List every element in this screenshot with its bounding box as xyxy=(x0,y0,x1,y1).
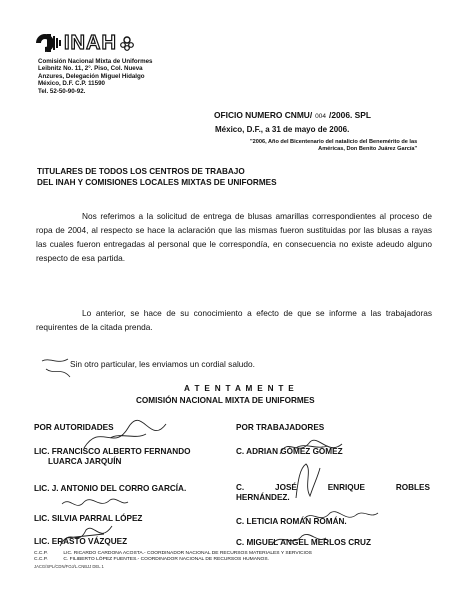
handwritten-signature xyxy=(80,418,170,454)
body-paragraph-2: Lo anterior, se hace de su conocimiento a efecto de que se informe a las trabajadoras requirentes de la citada prenda. xyxy=(36,308,432,332)
address-line: Comisión Nacional Mixta de Uniformes xyxy=(38,58,153,65)
signatory-name-part: ROBLES xyxy=(395,483,430,492)
recipient-line: TITULARES DE TODOS LOS CENTROS DE TRABAJO xyxy=(37,167,245,176)
address-line: Leibnitz No. 11, 2°. Piso, Col. Nueva xyxy=(38,65,143,73)
ccp-label: C.C.P. xyxy=(34,557,48,563)
recipient-block xyxy=(37,167,277,188)
signatory-name-cont: LUARCA JARQUÍN xyxy=(48,457,122,466)
signatory-name: LIC. FRANCISCO ALBERTO FERNANDO xyxy=(34,447,191,456)
signatory-name-cont: HERNÁNDEZ. xyxy=(236,493,290,502)
reference-initials: JACG/SPL/CDN/FOJ/L.CNBJJ DEL 1 xyxy=(34,564,104,569)
document-date: México, D.F., a 31 de mayo de 2006. xyxy=(215,125,350,134)
document-number xyxy=(214,110,371,120)
ccp-text: C. FILIBERTO LÓPEZ FUENTES.- COORDINADOR NACIONAL DE RECURSOS HUMANOS. xyxy=(63,557,269,563)
right-column-heading: POR TRABAJADORES xyxy=(236,423,325,432)
oficio-suffix: /2006. SPL xyxy=(329,110,371,120)
handwritten-signature xyxy=(300,505,380,529)
ccp-line xyxy=(34,557,312,563)
closing-line: Sin otro particular, les enviamos un cordial saludo. xyxy=(70,359,255,369)
handwritten-signature xyxy=(56,522,116,550)
inah-logo xyxy=(34,32,134,54)
official-motto xyxy=(250,139,417,153)
handwritten-scribble xyxy=(40,355,76,381)
address-line: Anzures, Delegación Miguel Hidalgo xyxy=(38,72,145,80)
emblem-icon xyxy=(120,35,134,51)
signatory-left-4: LIC. ERASTO VÁZQUEZ xyxy=(34,537,128,546)
recipient-line: DEL INAH Y COMISIONES LOCALES MIXTAS DE UNIFORMES xyxy=(37,177,277,187)
signatory-right-1: C. ADRIAN GÓMEZ GÓMEZ xyxy=(236,447,343,456)
signatory-name-part: JOSÉ xyxy=(275,483,297,492)
sender-address xyxy=(38,58,153,95)
signatory-right-2 xyxy=(236,483,430,503)
atentamente: A T E N T A M E N T E xyxy=(184,384,295,393)
address-line: México, D.F. C.P. 11590 xyxy=(38,80,105,88)
logo-text: INAH xyxy=(64,32,117,54)
left-column-heading: POR AUTORIDADES xyxy=(34,423,114,432)
ccp-text: LIC. RICARDO CARDONA ACOSTA.- COORDINADOR NACIONAL DE RECURSOS MATERIALES Y SERVICIOS xyxy=(63,551,312,556)
motto-line: "2006, Año del Bicentenario del natalicio del Benemérito de las xyxy=(250,139,418,145)
ccp-label: C.C.P. xyxy=(34,551,48,556)
signatory-left-2: LIC. J. ANTONIO DEL CORRO GARCÍA. xyxy=(34,484,187,493)
signatory-right-4: C. MIGUEL ANGEL MERLOS CRUZ xyxy=(236,538,371,547)
body-paragraph-1: Nos referimos a la solicitud de entrega de blusas amarillas correspondientes al proceso de ropa de 2004, al respecto se hace la aclaración que las mismas fueron sustituidas por las blusas a rayas las cuales fueron entregadas al personal que le correspondía, en consecuencia no existe adeudo alguno respecto de esa partida. xyxy=(36,211,432,263)
motto-line: Américas, Don Benito Juárez García" xyxy=(318,146,418,153)
handwritten-signature xyxy=(60,494,130,514)
signatory-name-part: C. xyxy=(236,483,245,492)
handwritten-signature xyxy=(268,530,328,550)
address-line: Tel. 52-50-90-92. xyxy=(38,87,86,95)
carbon-copy-list xyxy=(34,551,312,563)
signatory-left-3: LIC. SILVIA PARRAL LÓPEZ xyxy=(34,514,143,523)
signatory-right-3: C. LETICIA ROMÁN ROMÁN. xyxy=(236,517,347,526)
oficio-prefix: OFICIO NUMERO CNMU/ xyxy=(214,110,313,120)
oficio-number: 004 xyxy=(315,113,327,120)
handwritten-signature xyxy=(276,432,346,462)
commission-name: COMISIÓN NACIONAL MIXTA DE UNIFORMES xyxy=(136,396,315,405)
handwritten-signature xyxy=(290,462,324,502)
signatory-name-part: ENRIQUE xyxy=(327,483,366,492)
